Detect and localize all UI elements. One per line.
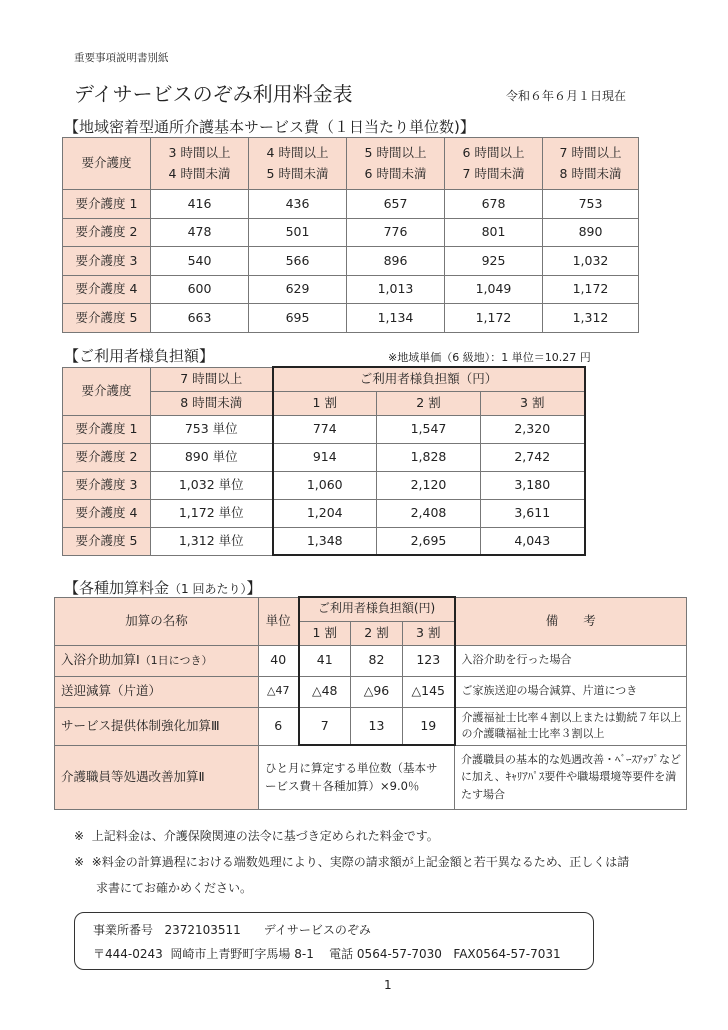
note-line: ※ 上記料金は、介護保険関連の法令に基づき定められた料金です。 (74, 829, 439, 843)
attachment-label: 重要事項説明書別紙 (74, 52, 169, 64)
table-row: 要介護度 4 600 629 1,013 1,049 1,172 (63, 275, 639, 304)
rate-header: 1 割 (299, 621, 351, 645)
office-info-box (74, 912, 594, 970)
burden-header: ご利用者様負担額(円) (299, 597, 455, 621)
table-row: 要介護度 3 540 566 896 925 1,032 (63, 247, 639, 276)
remarks-header: 備 考 (455, 597, 687, 645)
table-row: 要介護度 2 478 501 776 801 890 (63, 218, 639, 247)
column-header: 5 時間以上 6 時間未満 (347, 138, 445, 190)
column-header: 3 時間以上 4 時間未満 (151, 138, 249, 190)
additional-fees-table (54, 596, 687, 810)
section3-heading: 【各種加算料金（1 回あたり）】 (64, 579, 262, 597)
column-header: 4 時間以上 5 時間未満 (249, 138, 347, 190)
rate-header: 1 割 (273, 391, 377, 415)
table-row: 介護職員等処遇改善加算Ⅱ ひと月に算定する単位数（基本サービス費＋各種加算）×9.0％ 介護職員の基本的な処遇改善・ﾍﾞｰｽｱｯﾌﾟなどに加え、ｷｬﾘｱﾊﾟｽ要件や職場環境等要件を満たす場合 (55, 745, 687, 809)
note-line: 求書にてお確かめください。 (96, 881, 253, 895)
corner-header: 要介護度 (63, 138, 151, 190)
table-row: 要介護度 3 1,032 単位 1,060 2,120 3,180 (63, 471, 585, 499)
note-line: ※ ※料金の計算過程における端数処理により、実際の請求額が上記金額と若干異なるため、正しくは請 (74, 855, 630, 869)
office-line: 事業所番号 2372103511 デイサービスのぞみ (93, 923, 371, 937)
rate-header: 2 割 (377, 391, 481, 415)
page-title: デイサービスのぞみ利用料金表 (74, 82, 353, 106)
time-header-line1: 7 時間以上 (151, 367, 273, 391)
rate-header: 3 割 (481, 391, 585, 415)
section1-heading: 【地域密着型通所介護基本サービス費（１日当たり単位数)】 (64, 118, 475, 136)
regional-price-note: ※地域単価（6 級地）：1 単位＝10.27 円 (388, 351, 591, 364)
table-row: 要介護度 2 890 単位 914 1,828 2,742 (63, 443, 585, 471)
column-header: 6 時間以上 7 時間未満 (445, 138, 543, 190)
name-header: 加算の名称 (55, 597, 259, 645)
table-row: 要介護度 4 1,172 単位 1,204 2,408 3,611 (63, 499, 585, 527)
rate-header: 2 割 (351, 621, 403, 645)
time-header-line2: 8 時間未満 (151, 391, 273, 415)
basic-service-table (62, 137, 639, 333)
burden-header: ご利用者様負担額（円） (273, 367, 585, 391)
section2-heading: 【ご利用者様負担額】 (64, 347, 215, 365)
user-burden-table (62, 366, 586, 556)
corner-header: 要介護度 (63, 367, 151, 415)
column-header: 7 時間以上 8 時間未満 (543, 138, 639, 190)
table-row: 送迎減算（片道） △47 △48 △96 △145 ご家族送迎の場合減算、片道につき (55, 676, 687, 707)
table-row: 要介護度 5 1,312 単位 1,348 2,695 4,043 (63, 527, 585, 555)
effective-date: 令和６年６月１日現在 (506, 89, 627, 103)
table-row: サービス提供体制強化加算Ⅲ 6 7 13 19 介護福祉士比率４割以上または勤続７年以上の介護職福祉士比率３割以上 (55, 707, 687, 745)
unit-header: 単位 (259, 597, 299, 645)
rate-header: 3 割 (403, 621, 455, 645)
table-row: 入浴介助加算Ⅰ（1日につき） 40 41 82 123 入浴介助を行った場合 (55, 645, 687, 676)
table-row: 要介護度 1 753 単位 774 1,547 2,320 (63, 415, 585, 443)
table-row: 要介護度 1 416 436 657 678 753 (63, 190, 639, 219)
page-number: 1 (384, 978, 392, 992)
notes (74, 823, 664, 901)
address-line: 〒444-0243 岡崎市上青野町字馬場 8-1 電話 0564-57-7030 FAX0564-57-7031 (93, 947, 561, 961)
table-row: 要介護度 5 663 695 1,134 1,172 1,312 (63, 304, 639, 333)
